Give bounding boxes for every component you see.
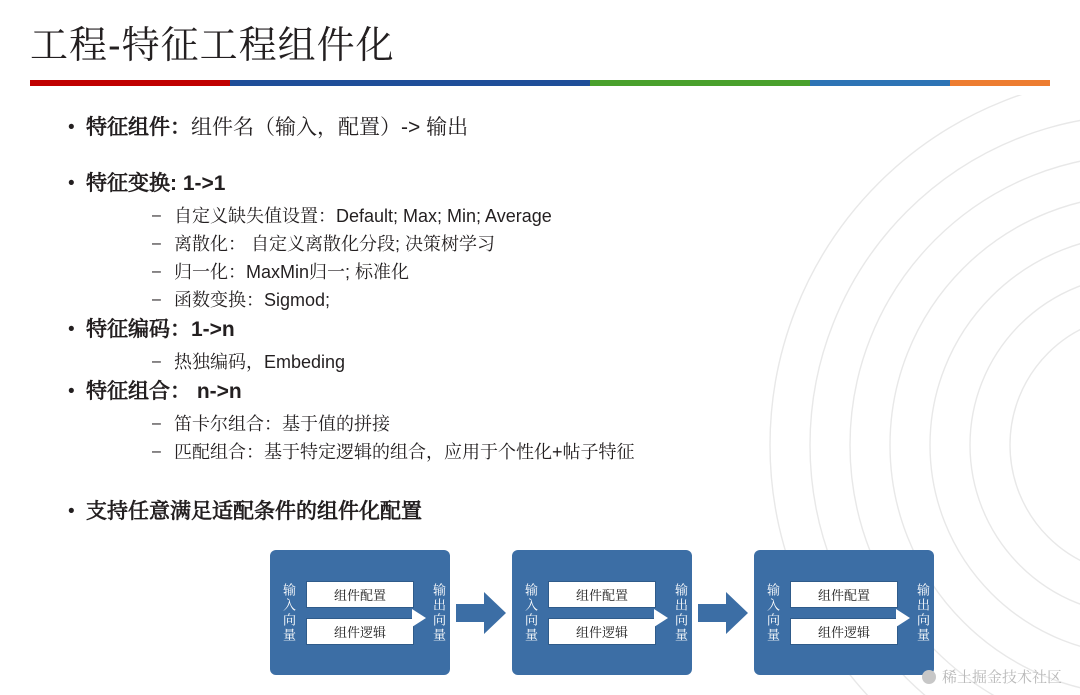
bullet-bold-part: 特征组件： (86, 116, 191, 139)
block-input-label: 输入向量 (765, 582, 780, 643)
bullet-level2 (152, 230, 1020, 258)
bullet-dot: • (68, 501, 75, 522)
page-title: 工程-特征工程组件化 (30, 25, 395, 67)
bullet-text (86, 112, 468, 144)
bullet-dash: – (152, 353, 161, 370)
block-input-label: 输入向量 (281, 582, 296, 643)
block-inner (296, 581, 424, 645)
bullet-dot: • (68, 173, 75, 194)
bullet-level2 (152, 438, 1020, 466)
bullet-text: 笛卡尔组合：基于值的拼接 (174, 414, 390, 434)
spacer (60, 466, 1020, 496)
bullet-dash: – (152, 415, 161, 432)
bullet-normal-part: 组件名（输入，配置）-> 输出 (191, 116, 469, 139)
bullet-level2 (152, 348, 1020, 376)
bullet-text: 归一化：MaxMin归一; 标准化 (174, 262, 410, 282)
rule-segment-lightblue (810, 80, 950, 86)
rule-segment-green (590, 80, 810, 86)
bullet-level1 (60, 496, 1020, 528)
block-logic-box: 组件逻辑 (790, 618, 898, 645)
block-config-box: 组件配置 (790, 581, 898, 608)
bullet-level1 (60, 376, 1020, 408)
block-inner (780, 581, 908, 645)
bullet-level1 (60, 168, 1020, 200)
watermark (922, 666, 1062, 687)
bullet-text: 自定义缺失值设置：Default; Max; Min; Average (174, 206, 552, 226)
block-logic-box: 组件逻辑 (548, 618, 656, 645)
bullet-level2 (152, 258, 1020, 286)
block-input-label: 输入向量 (523, 582, 538, 643)
pipeline-block (512, 550, 692, 675)
block-output-label: 输出向量 (673, 582, 688, 643)
bullet-level2 (152, 410, 1020, 438)
rule-segment-red (30, 80, 230, 86)
title-rule (30, 80, 1050, 86)
bullet-dot: • (68, 381, 75, 402)
rule-segment-orange (950, 80, 1050, 86)
pipeline-block (270, 550, 450, 675)
inner-arrow-icon (654, 609, 668, 627)
bullet-level2 (152, 202, 1020, 230)
block-logic-box: 组件逻辑 (306, 618, 414, 645)
bullet-text: 函数变换：Sigmod; (174, 290, 331, 310)
bullet-dash: – (152, 443, 161, 460)
bullet-level1 (60, 112, 1020, 144)
bullet-text: 特征组合： n->n (86, 380, 242, 403)
bullet-dash: – (152, 263, 161, 280)
bullet-text: 热独编码，Embeding (174, 352, 346, 372)
bullet-text: 特征编码：1->n (86, 318, 235, 341)
bullet-level2 (152, 286, 1020, 314)
watermark-text: 稀土掘金技术社区 (941, 669, 1062, 686)
bullet-dash: – (152, 291, 161, 308)
bullet-list (60, 112, 1020, 530)
bullet-text: 离散化： 自定义离散化分段; 决策树学习 (174, 234, 496, 254)
block-inner (538, 581, 666, 645)
bullet-dash: – (152, 207, 161, 224)
block-output-label: 输出向量 (915, 582, 930, 643)
spacer (60, 146, 1020, 168)
watermark-logo-icon (922, 670, 936, 684)
block-config-box: 组件配置 (548, 581, 656, 608)
bullet-text: 支持任意满足适配条件的组件化配置 (86, 500, 422, 523)
bullet-level1 (60, 314, 1020, 346)
bullet-text: 特征变换: 1->1 (86, 172, 226, 195)
pipeline-arrow-icon (456, 590, 506, 636)
inner-arrow-icon (896, 609, 910, 627)
block-config-box: 组件配置 (306, 581, 414, 608)
component-pipeline-diagram (270, 545, 970, 680)
inner-arrow-icon (412, 609, 426, 627)
bullet-dot: • (68, 319, 75, 340)
pipeline-block (754, 550, 934, 675)
rule-segment-blue (230, 80, 590, 86)
bullet-dash: – (152, 235, 161, 252)
block-output-label: 输出向量 (431, 582, 446, 643)
bullet-dot: • (68, 117, 75, 138)
bullet-text: 匹配组合：基于特定逻辑的组合，应用于个性化+帖子特征 (174, 442, 635, 462)
pipeline-arrow-icon (698, 590, 748, 636)
